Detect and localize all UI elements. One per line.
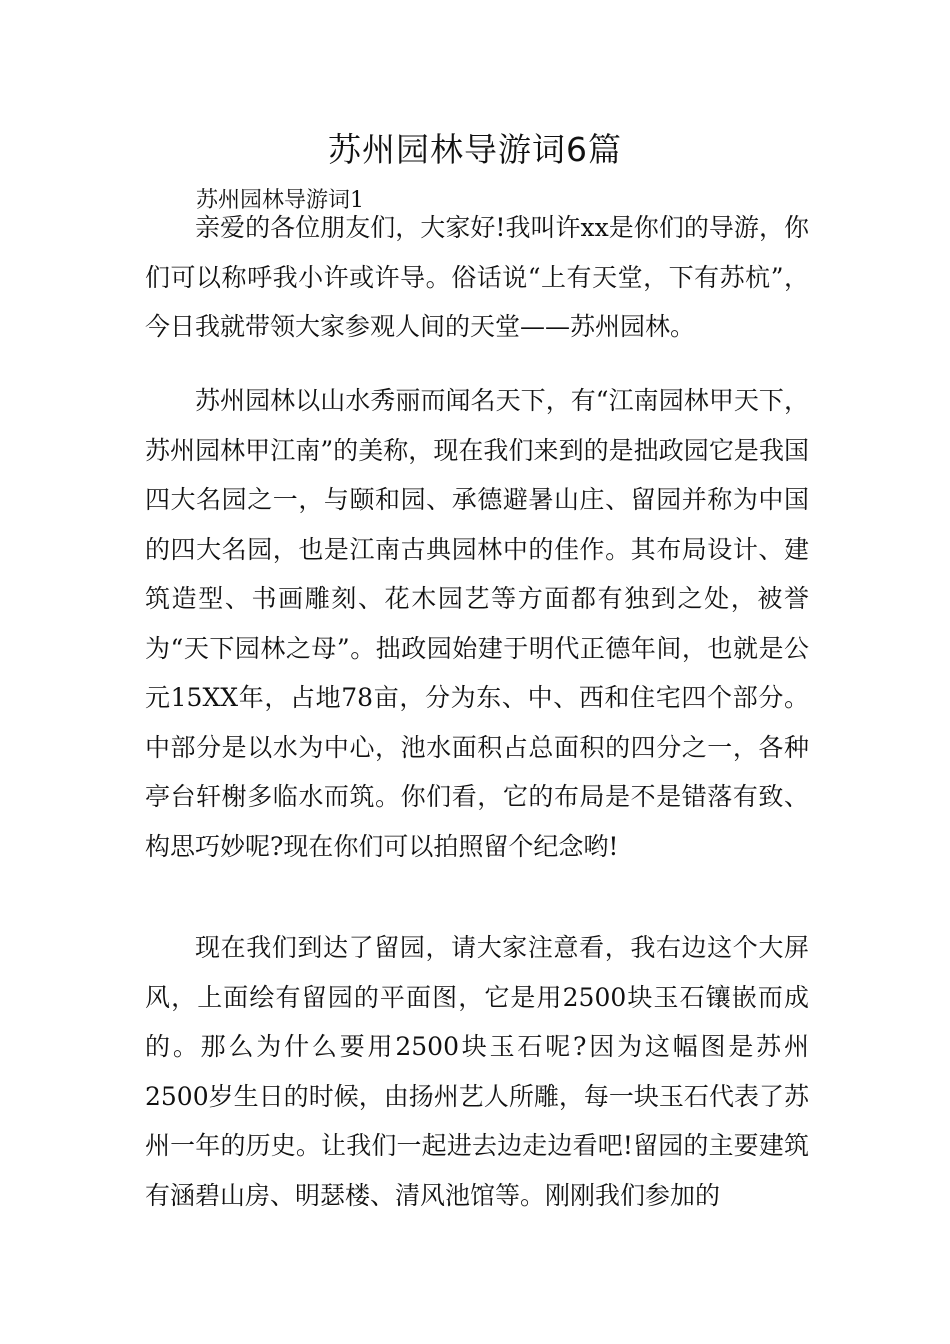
paragraph-text: 现在我们到达了留园，请大家注意看，我右边这个大屏风，上面绘有留园的平面图，它是用2500块玉石镶嵌而成的。那么为什么要用2500块玉石呢?因为这幅图是苏州2500岁生日的时候，由扬州艺人所雕，每一块玉石代表了苏州一年的历史。让我们一起进去边走边看吧!留园的主要建筑有涵碧山房、明瑟楼、清风池馆等。刚刚我们参加的 (145, 933, 809, 1210)
paragraph-text: 亲爱的各位朋友们，大家好!我叫许xx是你们的导游，你们可以称呼我小许或许导。俗话说“上有天堂，下有苏杭”，今日我就带领大家参观人间的天堂——苏州园林。 (145, 213, 809, 341)
paragraph-lingering-garden (145, 923, 809, 1220)
document-title: 苏州园林导游词6篇 (328, 130, 622, 169)
paragraph-zhuozheng-garden (145, 376, 809, 871)
paragraph-text: 苏州园林以山水秀丽而闻名天下，有“江南园林甲天下，苏州园林甲江南”的美称，现在我们来到的是拙政园它是我国四大名园之一，与颐和园、承德避暑山庄、留园并称为中国的四大名园，也是江南古典园林中的佳作。其布局设计、建筑造型、书画雕刻、花木园艺等方面都有独到之处，被誉为“天下园林之母”。拙政园始建于明代正德年间，也就是公元15XX年，占地78亩，分为东、中、西和住宅四个部分。中部分是以水为中心，池水面积占总面积的四分之一，各种亭台轩榭多临水而筑。你们看，它的布局是不是错落有致、构思巧妙呢?现在你们可以拍照留个纪念哟! (145, 386, 809, 861)
section-heading: 苏州园林导游词1 (196, 188, 364, 213)
paragraph-greeting (145, 203, 809, 352)
